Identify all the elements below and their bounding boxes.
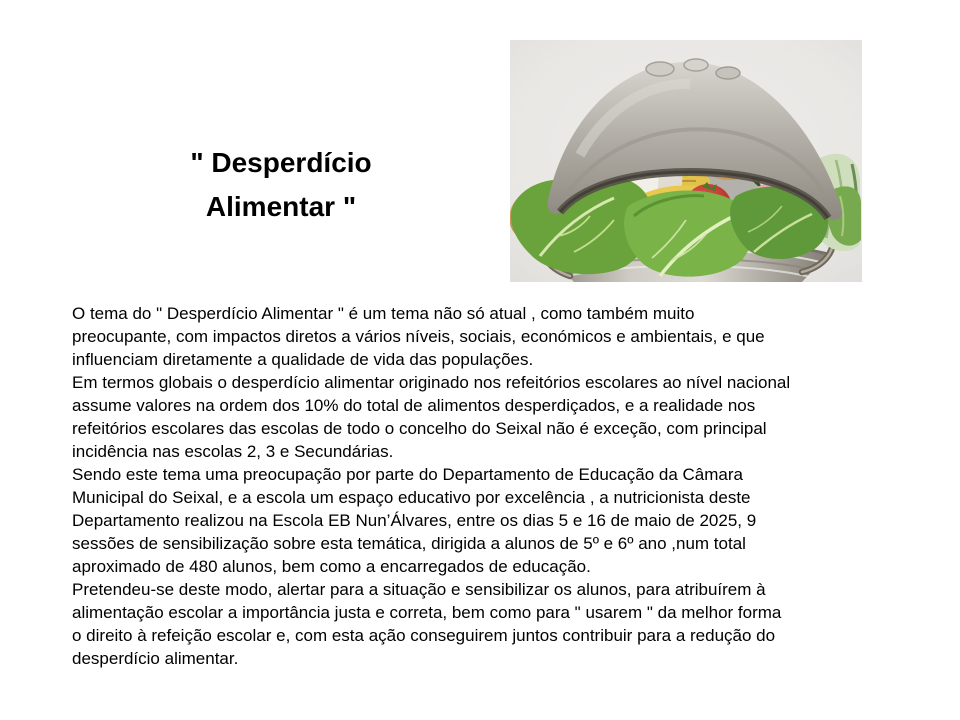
body-line: desperdício alimentar. [72, 649, 239, 668]
page-title-line1: " Desperdício [190, 147, 372, 178]
body-line: Municipal do Seixal, e a escola um espaço educativo por excelência , a nutricionista deste [72, 488, 751, 507]
food-waste-photo [510, 40, 862, 282]
body-line: Pretendeu-se deste modo, alertar para a situação e sensibilizar os alunos, para atribuírem à [72, 580, 766, 599]
body-line: Departamento realizou na Escola EB Nun’Álvares, entre os dias 5 e 16 de maio de 2025, 9 [72, 511, 757, 530]
body-text [72, 302, 902, 670]
body-line: Sendo este tema uma preocupação por parte do Departamento de Educação da Câmara [72, 465, 743, 484]
page-title [97, 141, 465, 229]
body-line: o direito à refeição escolar e, com esta ação conseguirem juntos contribuir para a redução do [72, 626, 776, 645]
body-line: incidência nas escolas 2, 3 e Secundárias. [72, 442, 394, 461]
body-line: refeitórios escolares das escolas de todo o concelho do Seixal não é exceção, com principal [72, 419, 767, 438]
body-line: preocupante, com impactos diretos a vários níveis, sociais, económicos e ambientais, e que [72, 327, 765, 346]
food-waste-illustration [510, 40, 862, 282]
body-line: assume valores na ordem dos 10% do total de alimentos desperdiçados, e a realidade nos [72, 396, 756, 415]
body-line: influenciam diretamente a qualidade de vida das populações. [72, 350, 534, 369]
body-line: sessões de sensibilização sobre esta temática, dirigida a alunos de 5º e 6º ano ,num total [72, 534, 746, 553]
body-line: aproximado de 480 alunos, bem como a encarregados de educação. [72, 557, 591, 576]
body-line: Em termos globais o desperdício alimentar originado nos refeitórios escolares ao nível nacional [72, 373, 791, 392]
body-line: O tema do " Desperdício Alimentar " é um tema não só atual , como também muito [72, 304, 695, 323]
page-title-line2: Alimentar " [205, 191, 357, 222]
body-line: alimentação escolar a importância justa e correta, bem como para " usarem " da melhor forma [72, 603, 782, 622]
